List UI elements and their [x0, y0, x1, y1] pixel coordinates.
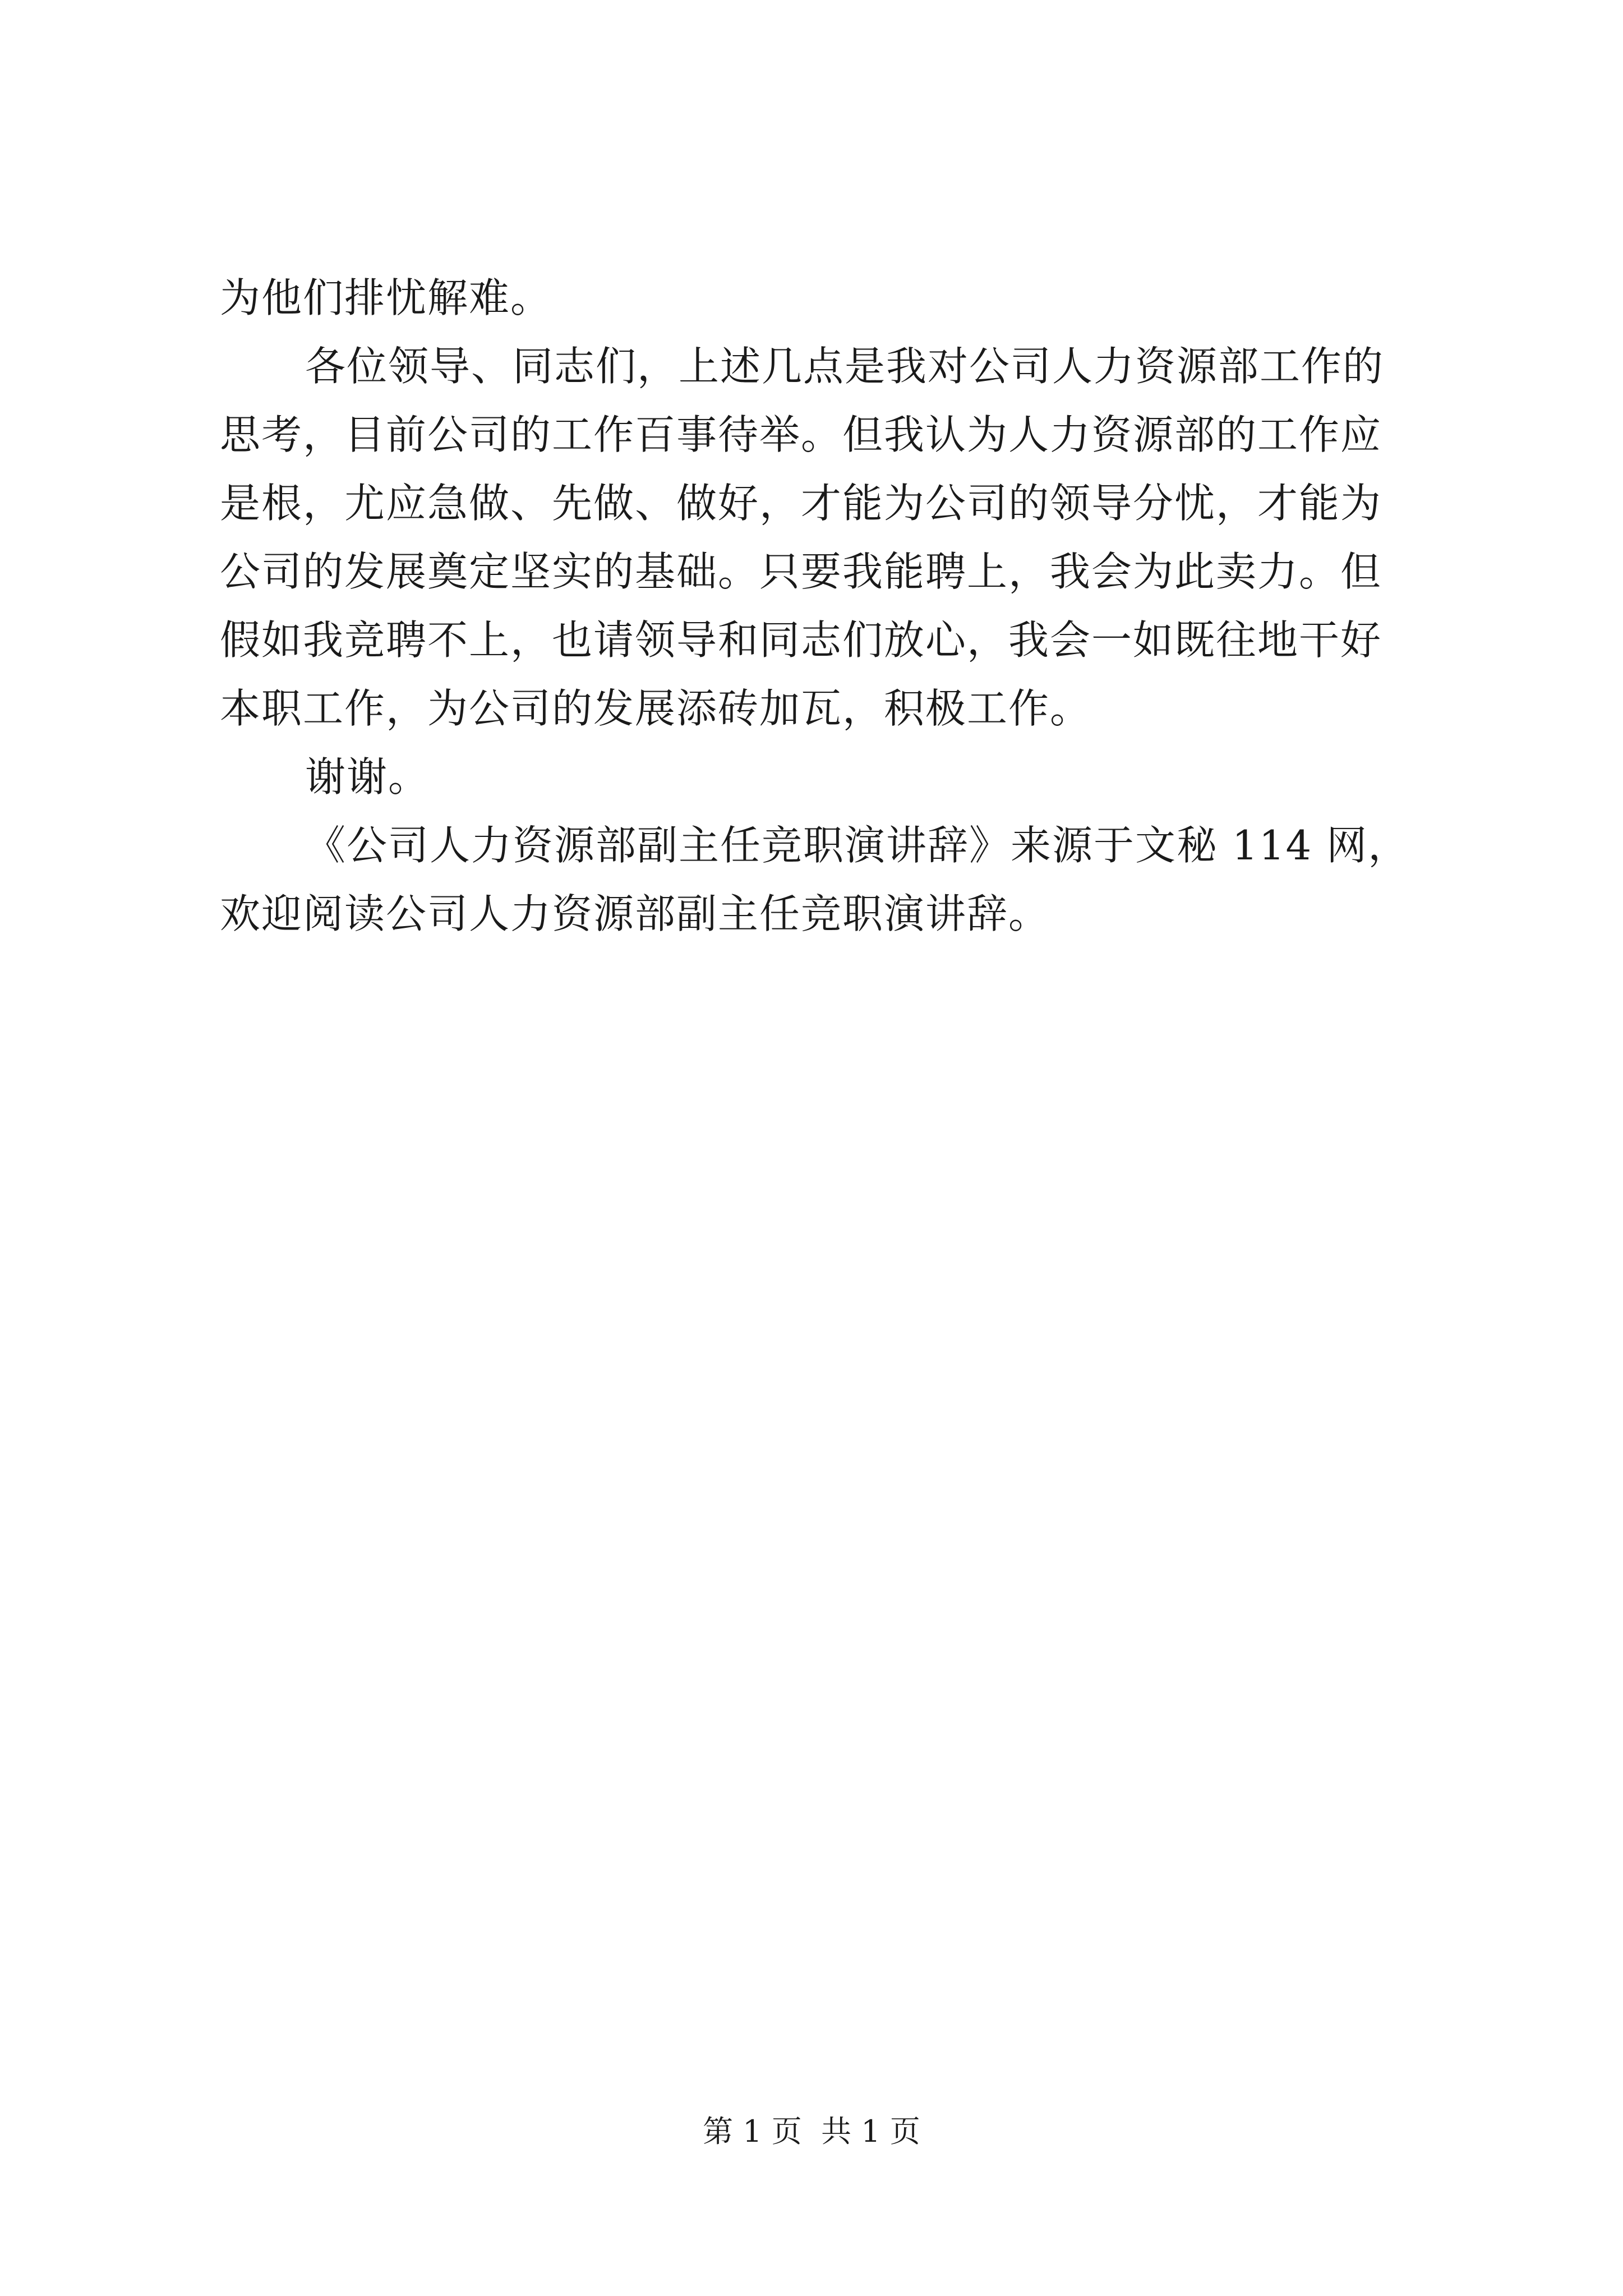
paragraph-start-line: 各位领导、同志们，上述几点是我对公司人力资源部工作的 — [305, 343, 1385, 390]
text-line: 是根，尤应急做、先做、做好，才能为公司的领导分忧，才能为 — [220, 480, 1382, 527]
text-line: 为他们排忧解难。 — [220, 274, 552, 321]
thanks-line: 谢谢。 — [305, 753, 430, 800]
text-line: 思考，目前公司的工作百事待举。但我认为人力资源部的工作应 — [220, 411, 1382, 458]
text-line: 本职工作，为公司的发展添砖加瓦，积极工作。 — [220, 685, 1092, 732]
text-line: 假如我竞聘不上，也请领导和同志们放心，我会一如既往地干好 — [220, 616, 1382, 664]
source-note-line: 《公司人力资源部副主任竞职演讲辞》来源于文秘 114 网， — [305, 822, 1410, 869]
text-line: 公司的发展奠定坚实的基础。只要我能聘上，我会为此卖力。但 — [220, 548, 1382, 595]
document-body — [220, 264, 1437, 948]
page-number-footer: 第 1 页 共 1 页 — [703, 2114, 920, 2149]
source-note-line: 欢迎阅读公司人力资源部副主任竞职演讲辞。 — [220, 890, 1050, 937]
